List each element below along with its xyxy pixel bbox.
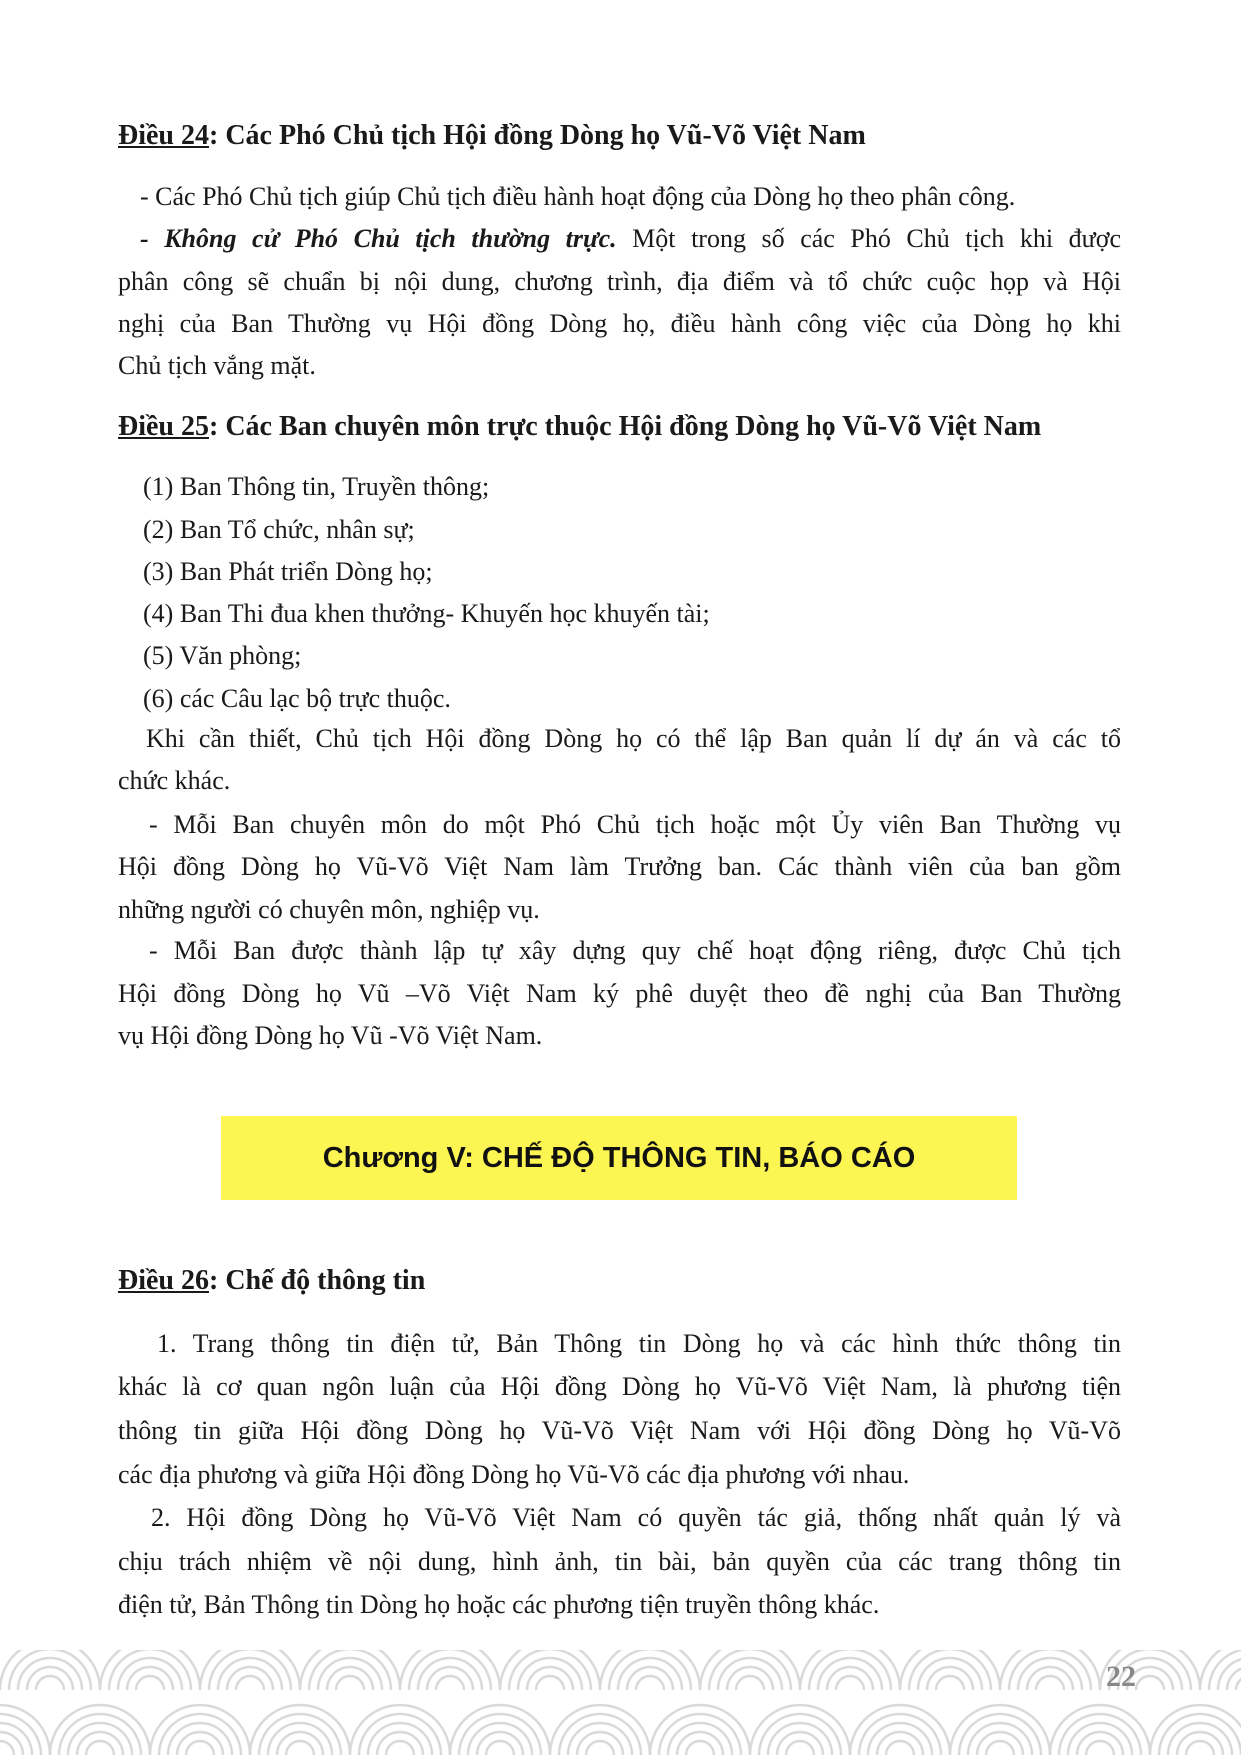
- article-24-heading: [118, 115, 1121, 157]
- wave-pattern-decoration: [0, 1650, 1241, 1755]
- wave-arc: [250, 1705, 350, 1755]
- paragraph-line: - Mỗi Ban được thành lập tự xây dựng quy chế hoạt động riêng, được Chủ tịch: [149, 936, 1121, 965]
- wave-arc: [650, 1705, 750, 1755]
- list-item: (5) Văn phòng;: [143, 641, 302, 670]
- article-title: : Các Ban chuyên môn trực thuộc Hội đồng Dòng họ Vũ-Võ Việt Nam: [209, 411, 1042, 442]
- list-item: (1) Ban Thông tin, Truyền thông;: [143, 472, 490, 501]
- list-item: (6) các Câu lạc bộ trực thuộc.: [143, 684, 451, 713]
- wave-arc: [550, 1705, 650, 1755]
- wave-arc: [450, 1705, 550, 1755]
- paragraph-line: nghị của Ban Thường vụ Hội đồng Dòng họ, điều hành công việc của Dòng họ khi: [118, 309, 1121, 338]
- paragraph-line: các địa phương và giữa Hội đồng Dòng họ Vũ-Võ các địa phương với nhau.: [118, 1460, 910, 1489]
- paragraph-line: 1. Trang thông tin điện tử, Bản Thông tin Dòng họ và các hình thức thông tin: [157, 1329, 1121, 1358]
- paragraph-line: Hội đồng Dòng họ Vũ –Võ Việt Nam ký phê duyệt theo đề nghị của Ban Thường: [118, 979, 1121, 1008]
- list-item: (2) Ban Tổ chức, nhân sự;: [143, 515, 415, 544]
- paragraph-line: vụ Hội đồng Dòng họ Vũ -Võ Việt Nam.: [118, 1021, 543, 1050]
- article-26-heading: [118, 1260, 1121, 1302]
- wave-arc: [150, 1705, 250, 1755]
- wave-arc: [0, 1705, 50, 1755]
- article-number: Điều 26: [118, 1265, 209, 1296]
- chapter-title-banner: Chương V: CHẾ ĐỘ THÔNG TIN, BÁO CÁO: [221, 1116, 1017, 1200]
- paragraph-line: thông tin giữa Hội đồng Dòng họ Vũ-Võ Việt Nam với Hội đồng Dòng họ Vũ-Võ: [118, 1416, 1121, 1445]
- emphasis-text: - Không cử Phó Chủ tịch thường trực.: [140, 224, 617, 253]
- page-number: 22: [1106, 1660, 1136, 1693]
- paragraph-line: điện tử, Bản Thông tin Dòng họ hoặc các phương tiện truyền thông khác.: [118, 1590, 880, 1619]
- line-text: Một trong số các Phó Chủ tịch khi được: [616, 224, 1121, 253]
- list-item: (3) Ban Phát triển Dòng họ;: [143, 557, 433, 586]
- paragraph-line: Khi cần thiết, Chủ tịch Hội đồng Dòng họ có thể lập Ban quản lí dự án và các tổ: [146, 724, 1121, 753]
- paragraph-line: - Các Phó Chủ tịch giúp Chủ tịch điều hành hoạt động của Dòng họ theo phân công.: [140, 182, 1016, 211]
- paragraph-line: những người có chuyên môn, nghiệp vụ.: [118, 895, 540, 924]
- paragraph-line: phân công sẽ chuẩn bị nội dung, chương trình, địa điểm và tổ chức cuộc họp và Hội: [118, 267, 1121, 296]
- wave-arc: [1150, 1705, 1241, 1755]
- paragraph-line: khác là cơ quan ngôn luận của Hội đồng Dòng họ Vũ-Võ Việt Nam, là phương tiện: [118, 1372, 1121, 1401]
- paragraph-line: chịu trách nhiệm về nội dung, hình ảnh, tin bài, bản quyền của các trang thông tin: [118, 1547, 1121, 1576]
- paragraph-line: Chủ tịch vắng mặt.: [118, 351, 316, 380]
- paragraph-line: - Mỗi Ban chuyên môn do một Phó Chủ tịch hoặc một Ủy viên Ban Thường vụ: [149, 810, 1121, 839]
- paragraph-line: 2. Hội đồng Dòng họ Vũ-Võ Việt Nam có quyền tác giả, thống nhất quản lý và: [151, 1503, 1121, 1532]
- wave-arc: [50, 1705, 150, 1755]
- article-25-heading: [118, 406, 1121, 448]
- wave-arc: [750, 1705, 850, 1755]
- article-number: Điều 25: [118, 411, 209, 442]
- article-title: : Các Phó Chủ tịch Hội đồng Dòng họ Vũ-Võ Việt Nam: [209, 120, 866, 151]
- wave-arc: [1050, 1705, 1150, 1755]
- wave-arc: [350, 1705, 450, 1755]
- paragraph-line: Hội đồng Dòng họ Vũ-Võ Việt Nam làm Trưởng ban. Các thành viên của ban gồm: [118, 852, 1121, 881]
- paragraph-line: [118, 218, 1121, 260]
- wave-arc: [850, 1705, 950, 1755]
- list-item: (4) Ban Thi đua khen thưởng- Khuyến học khuyến tài;: [143, 599, 710, 628]
- article-number: Điều 24: [118, 120, 209, 151]
- wave-arc: [950, 1705, 1050, 1755]
- wave-arc: [1200, 1650, 1241, 1690]
- paragraph-line: chức khác.: [118, 766, 231, 795]
- article-title: : Chế độ thông tin: [209, 1265, 426, 1296]
